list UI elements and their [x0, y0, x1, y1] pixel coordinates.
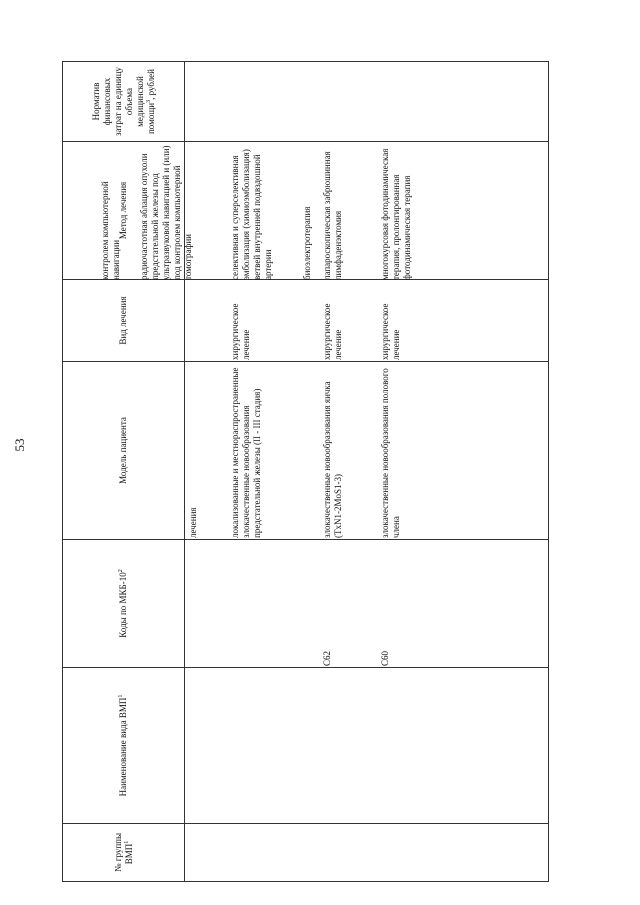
page-number: 53: [12, 438, 27, 452]
row-4-model: злокачественные новообразования яичка (TxN1-2MoS1-3): [322, 381, 343, 538]
header-group-no: № группы ВМП$^1$: [63, 824, 185, 882]
row-5-model: злокачественные новообразования полового члена: [380, 368, 401, 538]
header-vmp-name: Наименование вида ВМП$^1$: [63, 668, 185, 824]
row-4-method: лапароскопическая забрюшинная лимфаденэктомия: [322, 151, 343, 280]
row-0-method: контролем компьютерной навигации: [100, 181, 121, 280]
row-5-method: многокурсовая фотодинамическая терапия, пролонгированная фотодинамическая терапия: [380, 148, 412, 280]
row-2-method: селективная и суперселективная эмболизация (химиоэмболизация) ветвей внутренней подвздошной артерии: [230, 149, 273, 280]
row-4-icd: C62: [322, 650, 332, 666]
row-3-method: биоэлектротерапия: [302, 206, 312, 280]
row-5-type: хирургическое лечение: [380, 303, 401, 360]
header-icd-codes: Коды по МКБ-$10^2$: [63, 540, 185, 668]
row-0-model: лечения: [188, 507, 198, 538]
row-4-type: хирургическое лечение: [322, 303, 343, 360]
rotated-table-sheet: [62, 62, 542, 882]
header-patient-model: Модель пациента: [63, 362, 185, 540]
row-1-method: радиочастотная аблация опухоли предстательной железы под ультразвуковой навигацией и (или) под контролем компьютерной томографии: [139, 145, 193, 280]
header-treatment-method: Метод лечения: [63, 142, 185, 280]
row-2-type: хирургическое лечение: [230, 303, 251, 360]
header-cost-norm: Норматив финансовых затрат на единицу объема медицинской помощи$^3$, рублей: [63, 62, 185, 142]
row-2-model: локализованные и местнораспространенные злокачественные новообразования предстательной железы (II - III стадия): [230, 367, 262, 538]
row-5-icd: C60: [380, 650, 390, 666]
header-treatment-type: Вид лечения: [63, 280, 185, 362]
